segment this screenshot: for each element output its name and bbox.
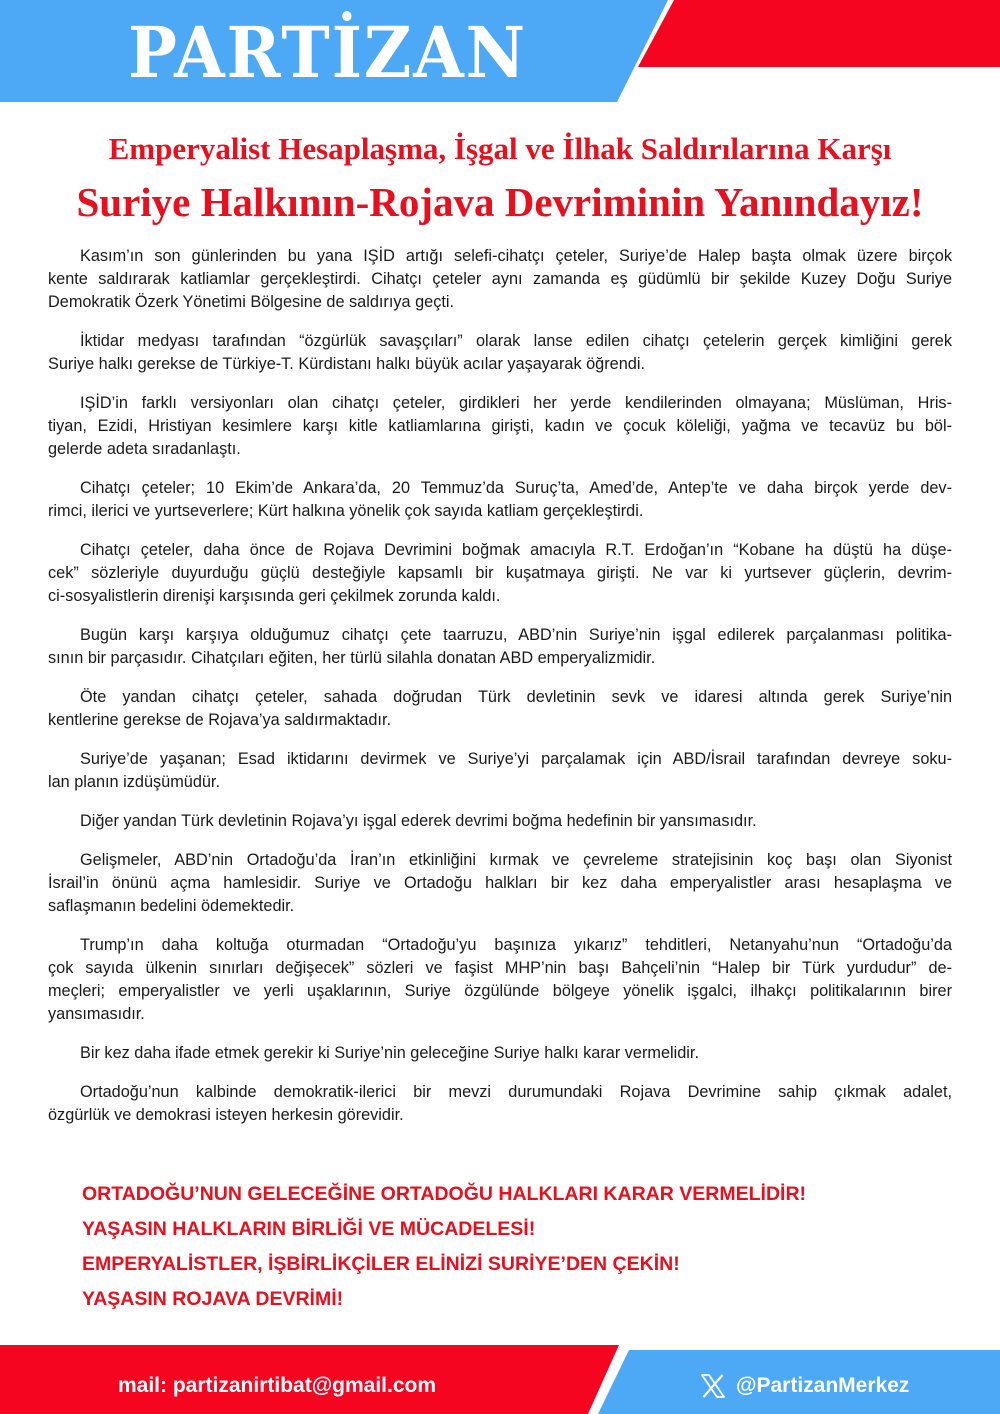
slogan: EMPERYALİSTLER, İŞBİRLİKÇİLER ELİNİZİ SURİYE’DEN ÇEKİN! xyxy=(82,1253,680,1275)
footer-x-account[interactable] xyxy=(700,1371,909,1401)
slogan: YAŞASIN ROJAVA DEVRİMİ! xyxy=(82,1288,344,1310)
paragraph xyxy=(48,934,952,1026)
paragraph xyxy=(48,477,952,523)
paragraph-line: özgürlük ve demokrasi isteyen herkesin görevidir. xyxy=(48,1106,404,1124)
paragraph-line: Trump’ın daha koltuğa oturmadan “Ortadoğu’yu başınıza yıkarız” tehditleri, Netanyahu’nun “Ortadoğu’da xyxy=(80,936,952,954)
paragraph-line: saflaşmanın bedelini ödemektedir. xyxy=(48,897,295,915)
paragraph-line: çok sayıda ülkenin sınırları değişecek” sözleri ve faşist MHP’nin başı Bahçeli’nin “Halep bir Türk yurdudur” de- xyxy=(48,959,952,977)
paragraph-line: Suriye’de yaşanan; Esad iktidarını devirmek ve Suriye’yi parçalamak için ABD/İsrail tarafından devreye soku- xyxy=(80,750,952,768)
paragraph-line: Gelişmeler, ABD’nin Ortadoğu’da İran’ın etkinliğini kırmak ve çevreleme stratejisinin koç başı olan Siyonist xyxy=(80,851,952,869)
x-logo-icon xyxy=(700,1374,726,1398)
headline-line-2: Suriye Halkının-Rojava Devriminin Yanındayız! xyxy=(76,179,924,225)
paragraph-line: Cihatçı çeteler; 10 Ekim’de Ankara’da, 20 Temmuz’da Suruç’ta, Amed’de, Antep’te ve daha birçok yerde dev- xyxy=(80,479,952,497)
paragraph-line: yansımasıdır. xyxy=(48,1005,145,1023)
paragraph xyxy=(48,330,952,376)
paragraph-line: lan planın izdüşümüdür. xyxy=(48,773,220,791)
paragraph-line: Ortadoğu’nun kalbinde demokratik-ilerici bir mevzi durumundaki Rojava Devrimine sahip çıkmak adalet, xyxy=(80,1083,952,1101)
partizan-logo: PARTİZAN xyxy=(128,11,527,94)
paragraph xyxy=(48,245,952,314)
slogan: YAŞASIN HALKLARIN BİRLİĞİ VE MÜCADELESİ! xyxy=(82,1218,536,1240)
paragraph xyxy=(48,624,952,670)
paragraph-line: İktidar medyası tarafından “özgürlük savaşçıları” olarak lanse edilen cihatçı çetelerin gerçek kimliğini gerek xyxy=(80,332,952,350)
article-body xyxy=(48,245,952,1143)
paragraph-line: ci-sosyalistlerin direnişi karşısında geri çekilmek zorunda kaldı. xyxy=(48,587,501,605)
paragraph xyxy=(48,1042,952,1065)
paragraph xyxy=(48,686,952,732)
paragraph xyxy=(48,849,952,918)
x-handle[interactable]: @PartizanMerkez xyxy=(736,1374,910,1397)
paragraph-line: meçleri; emperyalistler ve yerli uşaklarının, Suriye özgülünde bölgeye yönelik işgalci, ilhakçı politikalarının birer xyxy=(48,982,952,1000)
header-red-band xyxy=(638,0,1000,67)
paragraph xyxy=(48,539,952,608)
paragraph xyxy=(48,810,952,833)
paragraph-line: rimci, ilerici ve yurtseverlere; Kürt halkına yönelik çok sayıda katliam gerçekleştirdi. xyxy=(48,502,644,520)
paragraph xyxy=(48,748,952,794)
paragraph-line: Demokratik Özerk Yönetimi Bölgesine de saldırıya geçti. xyxy=(48,293,455,311)
paragraph-line: tiyan, Ezidi, Hristiyan kesimlere karşı kitle katliamlarına girişti, kadın ve çocuk köleliği, yağma ve tecavüz bu böl- xyxy=(48,417,952,435)
paragraph-line: gelerde adeta sıradanlaştı. xyxy=(48,440,241,458)
slogans-list xyxy=(82,1177,806,1317)
paragraph-line: Diğer yandan Türk devletinin Rojava’yı işgal ederek devrimi boğma hedefinin bir yansımasıdır. xyxy=(80,812,757,830)
headline-line-1: Emperyalist Hesaplaşma, İşgal ve İlhak Saldırılarına Karşı xyxy=(108,131,892,166)
footer-email[interactable]: mail: partizanirtibat@gmail.com xyxy=(118,1374,437,1397)
paragraph-line: İsrail’in önünü açma hamlesidir. Suriye ve Ortadoğu halkları bir kez daha emperyalistler arası hesaplaşma ve xyxy=(48,874,952,892)
paragraph-line: kente saldırarak katliamlar gerçekleştirdi. Cihatçı çeteler aynı zamanda eş güdümlü bir şekilde Kuzey Doğu Suriye xyxy=(48,270,952,288)
paragraph-line: Öte yandan cihatçı çeteler, sahada doğrudan Türk devletinin sevk ve idaresi altında gerek Suriye’nin xyxy=(80,688,952,706)
paragraph-line: IŞİD’in farklı versiyonları olan cihatçı çeteler, girdikleri her yerde kendilerinden olmayana; Müslüman, Hris- xyxy=(80,394,952,412)
paragraph-line: Suriye halkı gerekse de Türkiye-T. Kürdistanı halkı büyük acılar yaşayarak öğrendi. xyxy=(48,355,645,373)
paragraph-line: Cihatçı çeteler, daha önce de Rojava Devrimini boğmak amacıyla R.T. Erdoğan’ın “Kobane ha düştü ha düşe- xyxy=(80,541,952,559)
slogan: ORTADOĞU’NUN GELECEĞİNE ORTADOĞU HALKLARI KARAR VERMELİDİR! xyxy=(82,1183,807,1205)
paragraph-line: kentlerine gerekse de Rojava’ya saldırmaktadır. xyxy=(48,711,391,729)
paragraph-line: sının bir parçasıdır. Cihatçıları eğiten, her türlü silahla donatan ABD emperyalizmidir. xyxy=(48,649,656,667)
paragraph xyxy=(48,1081,952,1127)
paragraph-line: Bir kez daha ifade etmek gerekir ki Suriye’nin geleceğine Suriye halkı karar vermelidir. xyxy=(80,1044,699,1062)
paragraph-line: Bugün karşı karşıya olduğumuz cihatçı çete taarruzu, ABD’nin Suriye’nin işgal edilerek parçalanması politika- xyxy=(80,626,952,644)
paragraph-line: Kasım’ın son günlerinden bu yana IŞİD artığı selefi-cihatçı çeteler, Suriye’de Halep başta olmak üzere birçok xyxy=(80,247,952,265)
paragraph xyxy=(48,392,952,461)
paragraph-line: cek” sözleriyle duyurduğu güçlü desteğiyle kapsamlı bir kuşatmaya girişti. Ne var ki yurtsever güçlerin, devrim- xyxy=(48,564,952,582)
